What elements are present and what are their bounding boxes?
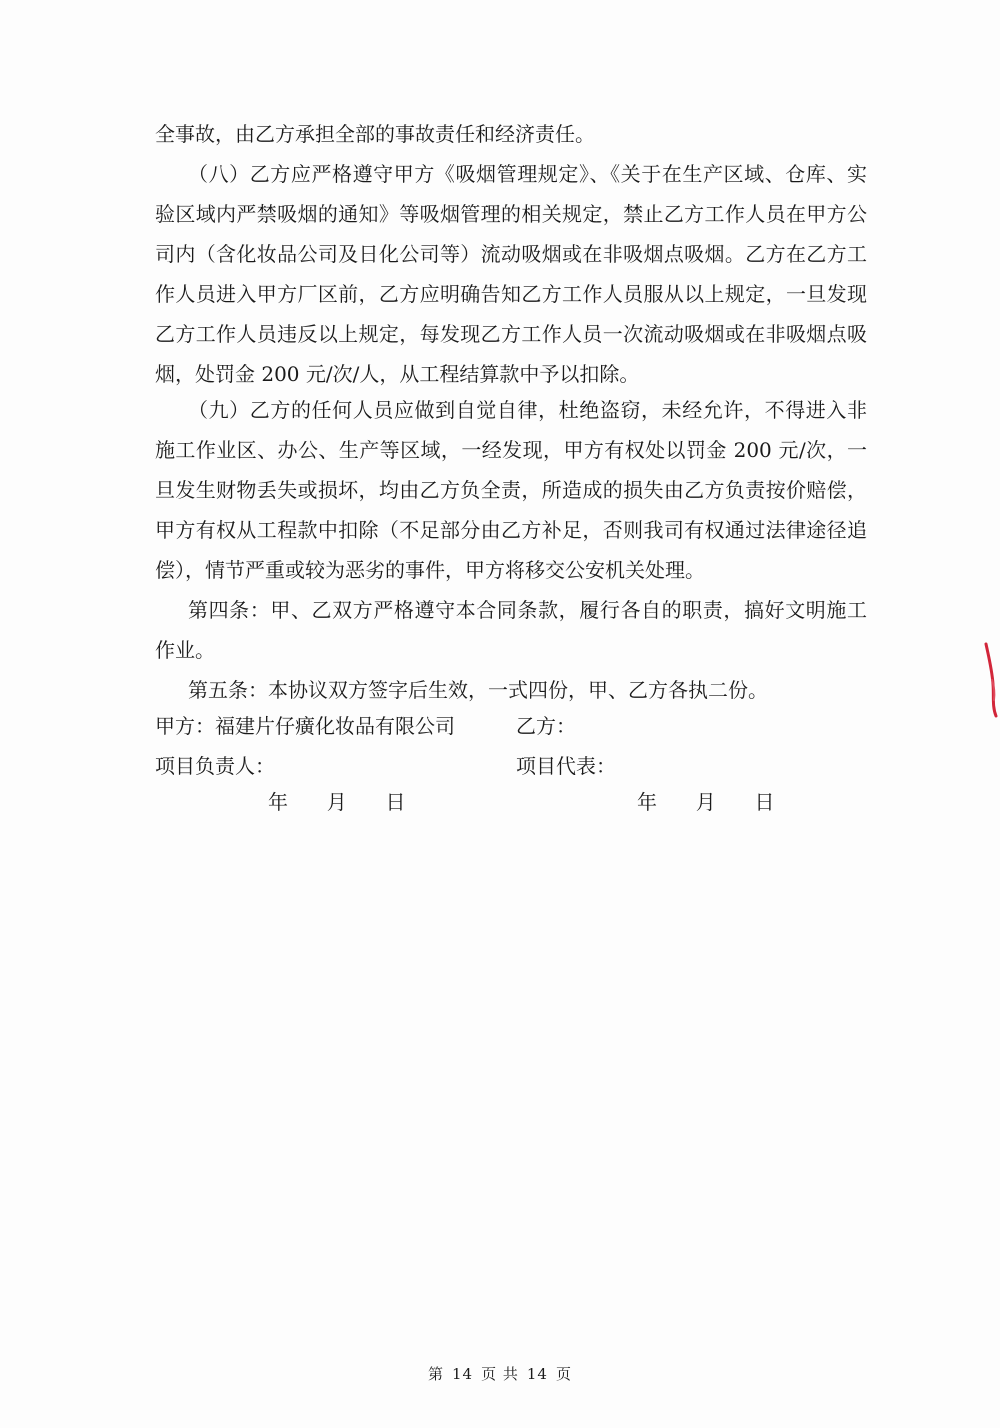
- footer-total-pages: 14: [526, 1365, 548, 1383]
- footer-prefix: 第: [428, 1365, 445, 1383]
- body-line: 作人员进入甲方厂区前，乙方应明确告知乙方工作人员服从以上规定，一旦发现: [155, 282, 867, 306]
- footer-suffix: 页: [555, 1365, 572, 1383]
- body-line: 乙方工作人员违反以上规定，每发现乙方工作人员一次流动吸烟或在非吸烟点吸: [155, 322, 867, 346]
- body-line: 甲方有权从工程款中扣除（不足部分由乙方补足，否则我司有权通过法律途径追: [155, 518, 867, 542]
- project-lead-label: 项目负责人：: [155, 754, 275, 778]
- body-line: 旦发生财物丢失或损坏，均由乙方负全责，所造成的损失由乙方负责按价赔偿，: [155, 478, 867, 502]
- footer-current-page: 14: [452, 1365, 474, 1383]
- body-line: 作业。: [155, 638, 215, 662]
- body-line: 偿），情节严重或较为恶劣的事件，甲方将移交公安机关处理。: [155, 558, 705, 582]
- party-a-label: 甲方：福建片仔癀化妆品有限公司: [155, 714, 455, 738]
- year-label: 年: [268, 790, 288, 814]
- body-line: 全事故，由乙方承担全部的事故责任和经济责任。: [155, 122, 595, 146]
- party-a-date: [268, 782, 405, 822]
- article-4-line: 第四条：甲、乙双方严格遵守本合同条款，履行各自的职责，搞好文明施工: [188, 598, 867, 622]
- seal-fragment: [980, 640, 998, 720]
- page-number-footer: [0, 1362, 1000, 1386]
- party-b-label: 乙方：: [516, 714, 576, 738]
- project-rep-label: 项目代表：: [516, 754, 616, 778]
- body-line: 验区域内严禁吸烟的通知》等吸烟管理的相关规定，禁止乙方工作人员在甲方公: [155, 202, 867, 226]
- day-label: 日: [385, 790, 406, 814]
- year-label: 年: [637, 790, 657, 814]
- body-line: 施工作业区、办公、生产等区域，一经发现，甲方有权处以罚金 200 元/次，一: [155, 438, 867, 462]
- body-line: 烟，处罚金 200 元/次/人，从工程结算款中予以扣除。: [155, 362, 640, 386]
- month-label: 月: [695, 790, 716, 814]
- body-line: 司内（含化妆品公司及日化公司等）流动吸烟或在非吸烟点吸烟。乙方在乙方工: [155, 242, 867, 266]
- clause-8-line: （八）乙方应严格遵守甲方《吸烟管理规定》、《关于在生产区域、仓库、实: [188, 162, 867, 186]
- party-b-date: [637, 782, 774, 822]
- footer-mid: 页 共: [481, 1365, 519, 1383]
- clause-9-line: （九）乙方的任何人员应做到自觉自律，杜绝盗窃，未经允许，不得进入非: [188, 398, 867, 422]
- article-5-line: 第五条：本协议双方签字后生效，一式四份，甲、乙方各执二份。: [188, 678, 768, 702]
- day-label: 日: [754, 790, 775, 814]
- month-label: 月: [326, 790, 347, 814]
